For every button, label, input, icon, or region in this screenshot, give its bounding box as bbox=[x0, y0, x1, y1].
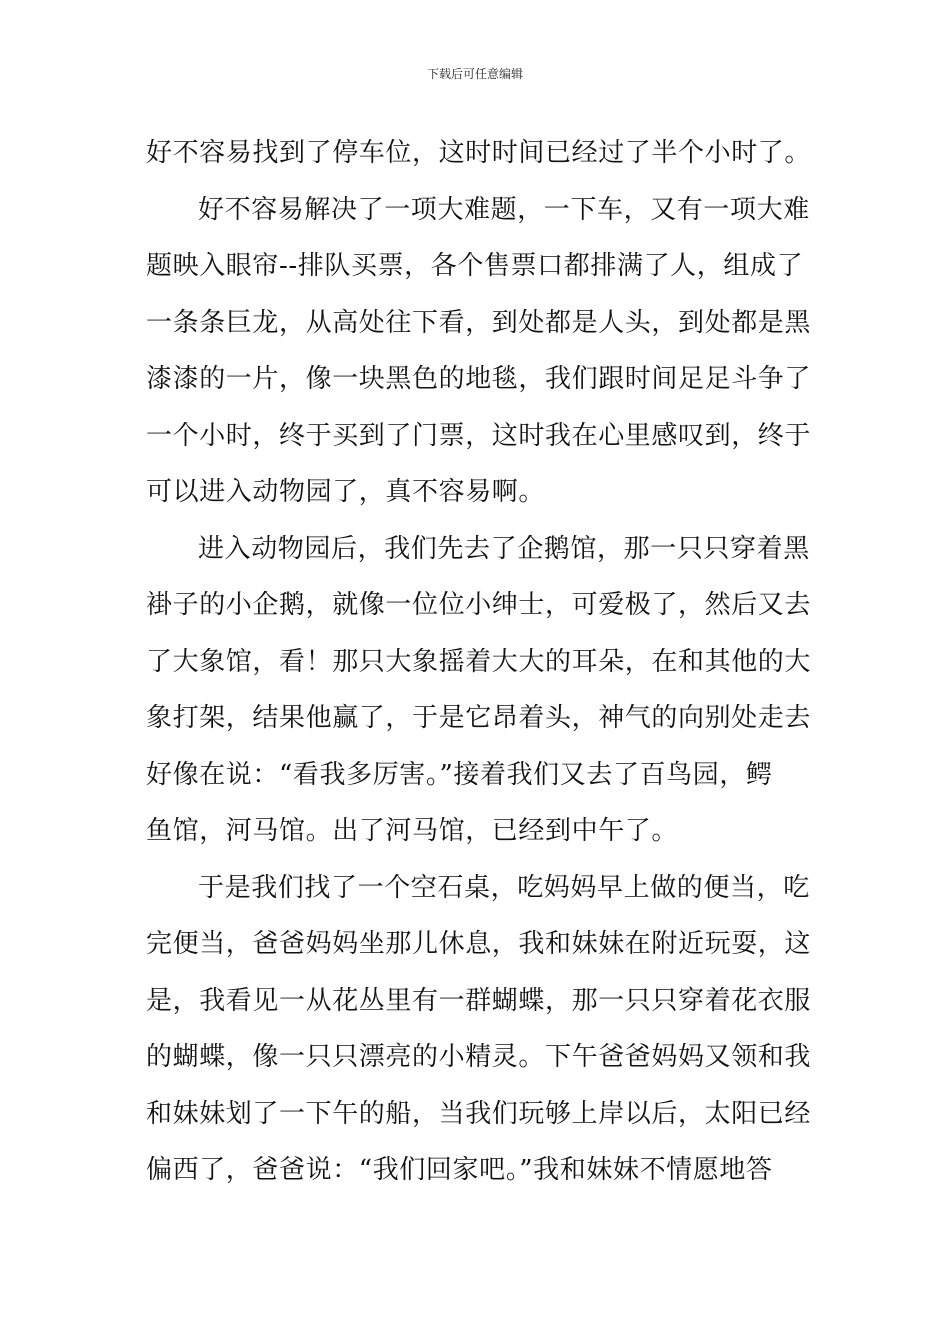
text-line: 是，我看见一从花丛里有一群蝴蝶，那一只只穿着花衣服 bbox=[146, 985, 812, 1016]
text-line: 题映入眼帘--排队买票，各个售票口都排满了人，组成了 bbox=[146, 251, 804, 281]
text-line: 偏西了，爸爸说：“我们回家吧。”我和妹妹不情愿地答 bbox=[146, 1155, 773, 1185]
text-line: 于是我们找了一个空石桌，吃妈妈早上做的便当，吃 bbox=[198, 872, 810, 903]
text-line: 好像在说：“看我多厉害。”接着我们又去了百鸟园，鳄 bbox=[146, 759, 773, 790]
text-line: 一个小时，终于买到了门票，这时我在心里感叹到，终于 bbox=[146, 420, 812, 451]
text-line: 了大象馆，看！那只大象摇着大大的耳朵，在和其他的大 bbox=[146, 646, 812, 677]
text-line: 进入动物园后，我们先去了企鹅馆，那一只只穿着黑 bbox=[198, 533, 810, 564]
text-line: 象打架，结果他赢了，于是它昂着头，神气的向别处走去 bbox=[146, 703, 812, 733]
page-header: 下载后可任意编辑 bbox=[426, 67, 523, 81]
text-line: 和妹妹划了一下午的船，当我们玩够上岸以后，太阳已经 bbox=[146, 1098, 812, 1129]
text-line: 好不容易找到了停车位，这时时间已经过了半个小时了。 bbox=[146, 138, 812, 168]
text-line: 褂子的小企鹅，就像一位位小绅士，可爱极了，然后又去 bbox=[146, 590, 812, 620]
text-line: 漆漆的一片，像一块黑色的地毯，我们跟时间足足斗争了 bbox=[146, 364, 812, 394]
document-body bbox=[146, 125, 816, 1199]
text-line: 一条条巨龙，从高处往下看，到处都是人头，到处都是黑 bbox=[146, 307, 812, 338]
text-line: 好不容易解决了一项大难题，一下车，又有一项大难 bbox=[198, 194, 810, 225]
text-line: 鱼馆，河马馆。出了河马馆，已经到中午了。 bbox=[146, 816, 679, 846]
text-line: 完便当，爸爸妈妈坐那儿休息，我和妹妹在附近玩耍，这 bbox=[146, 929, 812, 959]
text-line: 的蝴蝶，像一只只漂亮的小精灵。下午爸爸妈妈又领和我 bbox=[146, 1042, 812, 1072]
text-line: 可以进入动物园了，真不容易啊。 bbox=[146, 477, 546, 507]
